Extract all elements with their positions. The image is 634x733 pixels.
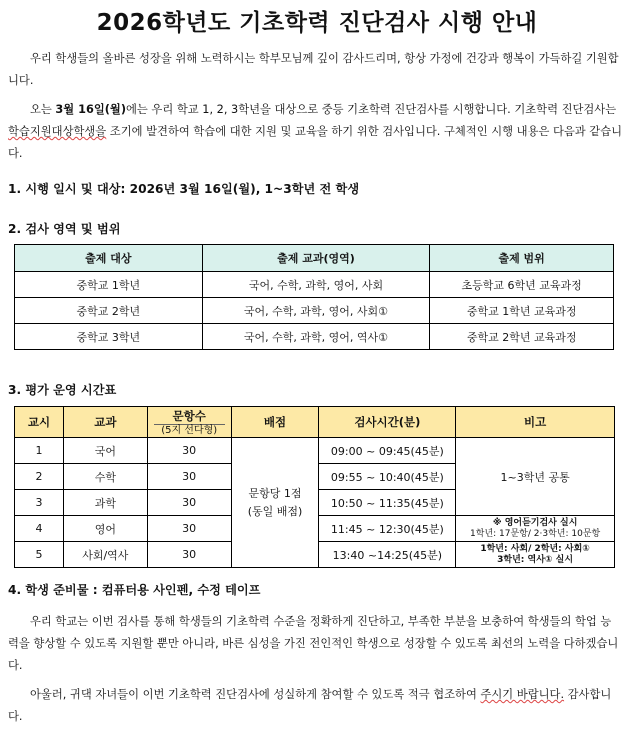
time-cell: 10:50 ~ 11:35(45분) xyxy=(319,490,456,516)
note-english-cell xyxy=(456,516,615,542)
note-english-line-2: 1학년: 17문항/ 2·3학년: 10문항 xyxy=(470,528,601,539)
section-2-heading: 2. 검사 영역 및 범위 xyxy=(8,222,121,236)
time-cell: 11:45 ~ 12:30(45분) xyxy=(319,516,456,542)
period-cell: 1 xyxy=(15,438,64,464)
questions-cell: 30 xyxy=(147,464,231,490)
closing-text-1: 우리 학교는 이번 검사를 통해 학생들의 기초학력 수준을 정확하게 진단하고, 부족한 부분을 보충하여 학생들의 학업 능력을 향상할 수 있도록 지원할 뿐만 아니라, 바른 심성을 가진 전인적인 학생으로 성장할 수 있도록 최선의 노력을 다하겠습니다. xyxy=(8,615,619,672)
subject-cell: 영어 xyxy=(63,516,147,542)
score-line-1: 문항당 1점 xyxy=(248,486,302,500)
table-cell: 국어, 수학, 과학, 영어, 역사① xyxy=(202,324,430,350)
subject-cell: 과학 xyxy=(63,490,147,516)
table-cell: 중학교 1학년 교육과정 xyxy=(430,298,614,324)
header-subject: 교과 xyxy=(63,407,147,438)
note-social-line-1: 1학년: 사회/ 2학년: 사회① xyxy=(480,543,590,554)
table-row xyxy=(15,272,614,298)
intro-text-2c: 조기에 발견하여 학습에 대한 지원 및 교육을 하기 위한 검사입니다. 구체적인 시행 내용은 다음과 같습니다. xyxy=(8,125,623,160)
questions-cell: 30 xyxy=(147,516,231,542)
section-4-heading: 4. 학생 준비물 : 컴퓨터용 사인펜, 수정 테이프 xyxy=(8,583,261,597)
header-note: 비고 xyxy=(456,407,615,438)
table-cell: 국어, 수학, 과학, 영어, 사회① xyxy=(202,298,430,324)
table-cell: 중학교 3학년 xyxy=(15,324,203,350)
time-cell: 09:55 ~ 10:40(45분) xyxy=(319,464,456,490)
score-line-2: (동일 배점) xyxy=(247,504,303,518)
period-cell: 5 xyxy=(15,542,64,568)
closing-paragraph-1 xyxy=(8,611,622,677)
intro-text-2b: 에는 우리 학교 1, 2, 3학년을 대상으로 중등 기초학력 진단검사를 시행합니다. 기초학력 진단검사는 xyxy=(126,103,617,116)
table-row xyxy=(15,298,614,324)
table-cell: 초등학교 6학년 교육과정 xyxy=(430,272,614,298)
questions-cell: 30 xyxy=(147,542,231,568)
schedule-header-row xyxy=(15,407,615,438)
intro-paragraph-2 xyxy=(8,99,622,165)
subject-cell: 사회/역사 xyxy=(63,542,147,568)
intro-text-2-underlined: 학습지원대상학생을 xyxy=(8,125,107,138)
period-cell: 2 xyxy=(15,464,64,490)
table-cell: 중학교 2학년 교육과정 xyxy=(430,324,614,350)
period-cell: 4 xyxy=(15,516,64,542)
header-time: 검사시간(분) xyxy=(319,407,456,438)
subject-cell: 국어 xyxy=(63,438,147,464)
table-row xyxy=(15,438,615,464)
intro-paragraph-1 xyxy=(8,48,622,92)
header-questions-sub: (5지 선다형) xyxy=(154,424,225,437)
subject-cell: 수학 xyxy=(63,464,147,490)
table-row xyxy=(15,324,614,350)
period-cell: 3 xyxy=(15,490,64,516)
section-3-heading: 3. 평가 운영 시간표 xyxy=(8,383,117,397)
closing-text-2-underlined: 주시기 바랍니다. xyxy=(480,688,565,701)
closing-text-2a: 아울러, 귀댁 자녀들이 이번 기초학력 진단검사에 성실하게 참여할 수 있도록 적극 협조하여 xyxy=(30,688,481,701)
intro-text-2a: 오는 xyxy=(30,103,56,116)
note-english-line-1: ※ 영어듣기검사 실시 xyxy=(492,517,578,528)
closing-paragraph-2 xyxy=(8,684,622,728)
header-score: 배점 xyxy=(231,407,319,438)
exam-date-bold: 3월 16일(월) xyxy=(55,103,127,116)
questions-cell: 30 xyxy=(147,490,231,516)
time-cell: 09:00 ~ 09:45(45분) xyxy=(319,438,456,464)
table-cell: 중학교 1학년 xyxy=(15,272,203,298)
header-questions xyxy=(147,407,231,438)
page-title: 2026학년도 기초학력 진단검사 시행 안내 xyxy=(96,10,538,36)
header-period: 교시 xyxy=(15,407,64,438)
note-social-cell xyxy=(456,542,615,568)
section-1-heading: 1. 시행 일시 및 대상: 2026년 3월 16일(월), 1~3학년 전 학생 xyxy=(8,182,360,196)
scope-header-subjects: 출제 교과(영역) xyxy=(202,245,430,272)
scope-table xyxy=(14,244,614,350)
scope-table-header-row xyxy=(15,245,614,272)
note-common-cell: 1~3학년 공통 xyxy=(456,438,615,516)
header-questions-label: 문항수 xyxy=(172,408,206,423)
table-cell: 국어, 수학, 과학, 영어, 사회 xyxy=(202,272,430,298)
table-cell: 중학교 2학년 xyxy=(15,298,203,324)
schedule-table xyxy=(14,406,615,568)
scope-header-range: 출제 범위 xyxy=(430,245,614,272)
scope-header-target: 출제 대상 xyxy=(15,245,203,272)
questions-cell: 30 xyxy=(147,438,231,464)
time-cell: 13:40 ~14:25(45분) xyxy=(319,542,456,568)
score-cell xyxy=(231,438,319,568)
closing-text-2b: 감사합니다. xyxy=(8,688,612,723)
note-social-line-2: 3학년: 역사① 실시 xyxy=(497,554,574,565)
intro-text-1: 우리 학생들의 올바른 성장을 위해 노력하시는 학부모님께 깊이 감사드리며, 항상 가정에 건강과 행복이 가득하길 기원합니다. xyxy=(8,52,619,87)
